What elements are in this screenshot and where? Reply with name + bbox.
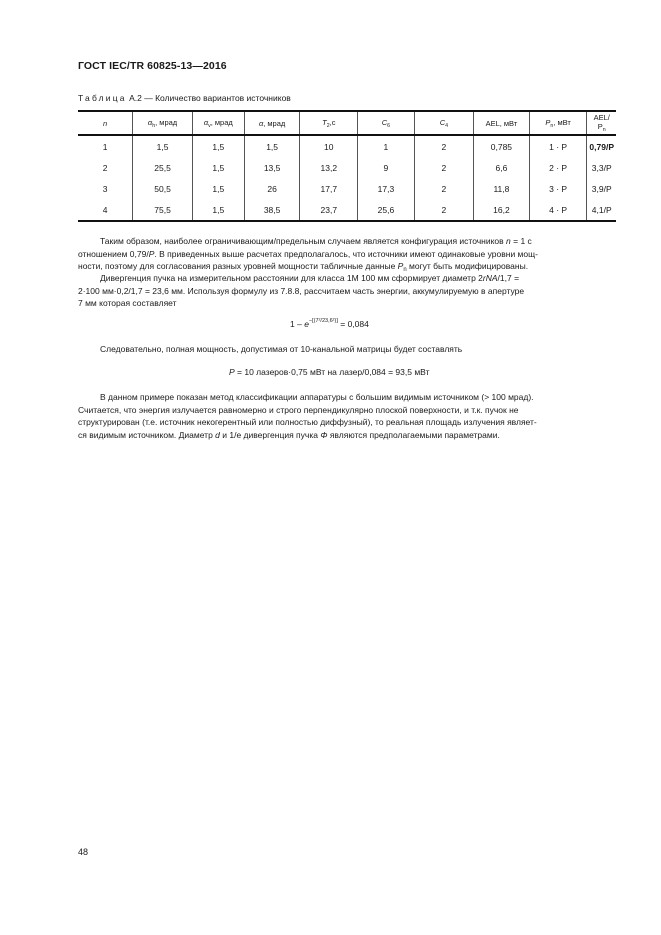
column-header: $\alpha_h$, мрад: [133, 111, 193, 135]
table-cell: 6,6: [473, 157, 529, 178]
table-row: [78, 135, 616, 157]
column-header: AEL, мВт: [473, 111, 529, 135]
paragraph-conclusion: Таким образом, наиболее ограничивающим/предельным случаем является конфигурация источников n = 1 с отношением 0,79/P. В приведенных выше расчетах предполагалось, что источники имеют одинаковые уровни мощ- ности, поэтому для согласования разных уровней мощности табличные данные $P_n$ могут быть модифицированы.: [78, 236, 538, 273]
table-cell: 11,8: [473, 178, 529, 199]
table-cell: 17,3: [358, 178, 415, 199]
table-cell: 0,785: [473, 135, 529, 157]
paragraph-method: В данном примере показан метод классификации аппаратуры с большим видимым источником (> 100 мрад). Считается, что энергия излучается равномерно и строго перпендикулярно плоской поверхности, и т.к. пучок не структурирован (т.е. источник некогерентный или полностью диффузный), то реальная площадь излучения являет- ся видимым источником. Диаметр d и 1/е дивергенция пучка Φ являются предполагаемыми параметрами.: [78, 392, 537, 440]
table-cell: 2: [414, 178, 473, 199]
table-cell: 16,2: [473, 199, 529, 221]
table-cell: 10: [300, 135, 358, 157]
table-cell: 3 · P: [529, 178, 587, 199]
table-cell: 2: [414, 199, 473, 221]
column-header: $C_6$: [358, 111, 415, 135]
sources-table: [78, 110, 616, 222]
table-cell: 3,3/P: [591, 162, 612, 173]
table-cell: 4,1/P: [591, 204, 612, 215]
table-cell: 1 · P: [529, 135, 587, 157]
column-header: n: [78, 111, 133, 135]
table-cell: 2: [78, 157, 133, 178]
table-cell: 1: [78, 135, 133, 157]
paragraph-divergence: Дивергенция пучка на измерительном расстоянии для класса 1М 100 мм сформирует диаметр 2rNA/1,7 = 2·100 мм·0,2/1,7 = 23,6 мм. Используя формулу из 7.8.8, рассчитаем часть энергии, аккумулируемую в апертуре 7 мм которая составляет: [78, 273, 525, 308]
table-row: [78, 178, 616, 199]
table-cell: 1,5: [192, 178, 244, 199]
table-row: [78, 157, 616, 178]
page-number: 48: [78, 847, 89, 857]
table-cell: 1,5: [133, 135, 193, 157]
table-cell: 2: [414, 157, 473, 178]
table-cell: 1,5: [192, 199, 244, 221]
column-header: AEL/ $P_n$: [587, 111, 616, 135]
table-cell: 4: [78, 199, 133, 221]
column-header: $C_4$: [414, 111, 473, 135]
table-cell: 2: [414, 135, 473, 157]
formula-energy-fraction: $1 - e^{-[(7^2/23,6^2)]} = 0,084$: [290, 318, 369, 329]
table-caption-word: Таблица: [78, 93, 127, 103]
table-cell: 3: [78, 178, 133, 199]
column-header: $T_2,с$: [300, 111, 358, 135]
column-header: $\alpha_v$, мрад: [192, 111, 244, 135]
table-cell: 50,5: [133, 178, 193, 199]
table-cell: 13,2: [300, 157, 358, 178]
table-cell: 75,5: [133, 199, 193, 221]
table-cell: 1,5: [192, 157, 244, 178]
table-header-row: [78, 111, 616, 135]
table-cell: 4 · P: [529, 199, 587, 221]
table-cell: 25,6: [358, 199, 415, 221]
document-header: ГОСТ IEC/TR 60825-13—2016: [78, 60, 227, 72]
table-cell: 2 · P: [529, 157, 587, 178]
table-cell: 38,5: [244, 199, 300, 221]
column-header: $P_n$, мВт: [529, 111, 587, 135]
formula-total-power: P = 10 лазеров·0,75 мВт на лазер/0,084 = 93,5 мВт: [229, 367, 430, 377]
table-cell: 1: [358, 135, 415, 157]
table-caption-title: А.2 — Количество вариантов источников: [129, 93, 291, 103]
table-cell: 1,5: [244, 135, 300, 157]
column-header: α, мрад: [244, 111, 300, 135]
table-cell: 17,7: [300, 178, 358, 199]
table-cell: 9: [358, 157, 415, 178]
table-cell: 1,5: [192, 135, 244, 157]
table-cell: 13,5: [244, 157, 300, 178]
table-cell: 3,9/P: [591, 183, 612, 194]
table-caption: [78, 93, 291, 103]
table-cell: 23,7: [300, 199, 358, 221]
table-cell: 25,5: [133, 157, 193, 178]
paragraph-total-power: Следовательно, полная мощность, допустимая от 10-канальной матрицы будет составлять: [100, 344, 463, 354]
table-row: [78, 199, 616, 221]
table-cell: 0,79/P: [589, 141, 614, 152]
table-cell: 26: [244, 178, 300, 199]
